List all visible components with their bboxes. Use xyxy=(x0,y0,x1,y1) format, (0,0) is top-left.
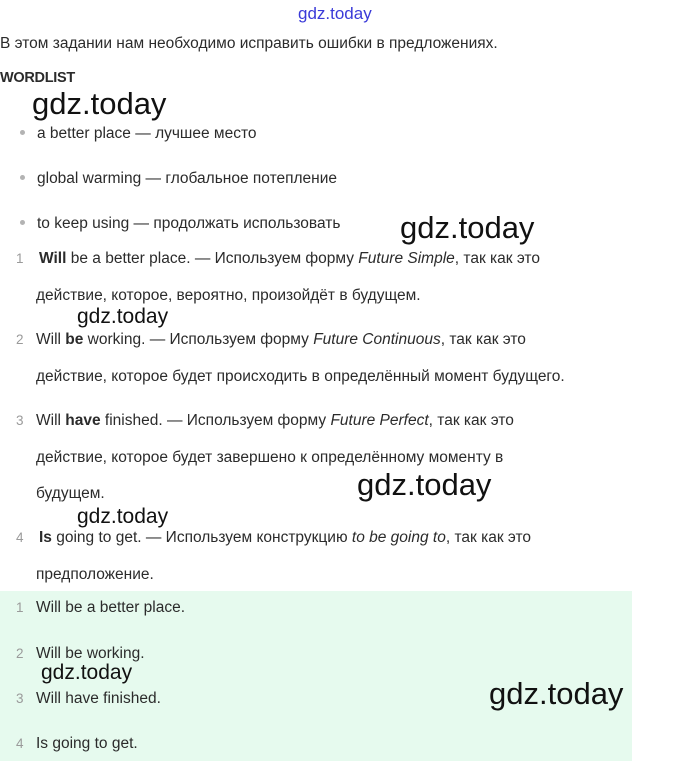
item-number: 4 xyxy=(16,736,24,751)
answer-line: Will have finished. xyxy=(36,690,161,707)
item-number: 3 xyxy=(16,413,24,428)
wordlist-item xyxy=(0,125,257,143)
sentence: Will xyxy=(36,331,66,348)
watermark: gdz.today xyxy=(32,86,167,121)
item-number: 1 xyxy=(16,600,24,615)
sentence: Will xyxy=(36,412,66,429)
bold-word: Is xyxy=(39,529,52,546)
watermark: gdz.today xyxy=(400,210,535,245)
explanation-text: — Используем конструкцию xyxy=(141,529,352,546)
wordlist-en: a better place xyxy=(37,125,131,142)
wordlist-en: to keep using xyxy=(37,215,130,232)
bullet-icon xyxy=(20,175,25,180)
bold-word: have xyxy=(65,412,101,429)
answer-line: Is going to get. xyxy=(36,735,138,752)
explanation-line: предположение. xyxy=(36,566,154,583)
item-number: 4 xyxy=(16,530,24,545)
watermark: gdz.today xyxy=(77,505,169,528)
explanation-line: действие, которое, вероятно, произойдёт в будущем. xyxy=(36,287,421,304)
wordlist-heading: WORDLIST xyxy=(0,70,75,86)
item-number: 3 xyxy=(16,691,24,706)
explanation-line xyxy=(39,529,531,547)
wordlist-en: global warming xyxy=(37,170,142,187)
explanation-text: — Используем форму xyxy=(162,412,331,429)
explanation-text: , так как это xyxy=(428,412,514,429)
bold-word: Will xyxy=(39,250,67,267)
item-number: 2 xyxy=(16,646,24,661)
grammar-form: to be going to xyxy=(351,529,446,546)
wordlist-item xyxy=(0,215,340,233)
answer-line: Will be a better place. xyxy=(36,599,186,616)
explanation-text: — Используем форму xyxy=(145,331,314,348)
explanation-text: — Используем форму xyxy=(190,250,359,267)
explanation-line xyxy=(36,331,526,349)
bullet-icon xyxy=(20,130,25,135)
sentence: working. xyxy=(83,331,146,348)
watermark: gdz.today xyxy=(298,4,372,23)
sentence: finished. xyxy=(100,412,163,429)
sentence: be a better place. xyxy=(66,250,191,267)
explanation-line: будущем. xyxy=(36,485,105,502)
item-number: 2 xyxy=(16,332,24,347)
dash: — xyxy=(130,125,156,142)
wordlist-ru: продолжать использовать xyxy=(153,215,341,232)
watermark: gdz.today xyxy=(77,305,169,328)
wordlist-ru: глобальное потепление xyxy=(165,170,338,187)
grammar-form: Future Simple xyxy=(358,250,455,267)
sentence: going to get. xyxy=(51,529,142,546)
item-number: 1 xyxy=(16,251,24,266)
dash: — xyxy=(129,215,154,232)
explanation-text: , так как это xyxy=(445,529,532,546)
explanation-line: действие, которое будет завершено к определённому моменту в xyxy=(36,449,504,466)
wordlist-ru: лучшее место xyxy=(155,125,257,142)
explanation-text: , так как это xyxy=(454,250,540,267)
explanation-line: действие, которое будет происходить в определённый момент будущего. xyxy=(36,368,565,385)
bold-word: be xyxy=(65,331,84,348)
grammar-form: Future Perfect xyxy=(330,412,429,429)
answer-line: Will be working. xyxy=(36,645,145,662)
explanation-line xyxy=(36,412,514,430)
bullet-icon xyxy=(20,220,25,225)
explanation-line xyxy=(39,250,540,268)
watermark: gdz.today xyxy=(357,467,492,502)
wordlist-item xyxy=(0,170,337,188)
explanation-text: , так как это xyxy=(440,331,526,348)
watermark: gdz.today xyxy=(489,676,624,711)
intro-text: В этом задании нам необходимо исправить ошибки в предложениях. xyxy=(0,35,498,52)
grammar-form: Future Continuous xyxy=(313,331,441,348)
dash: — xyxy=(141,170,166,187)
watermark: gdz.today xyxy=(41,661,133,684)
